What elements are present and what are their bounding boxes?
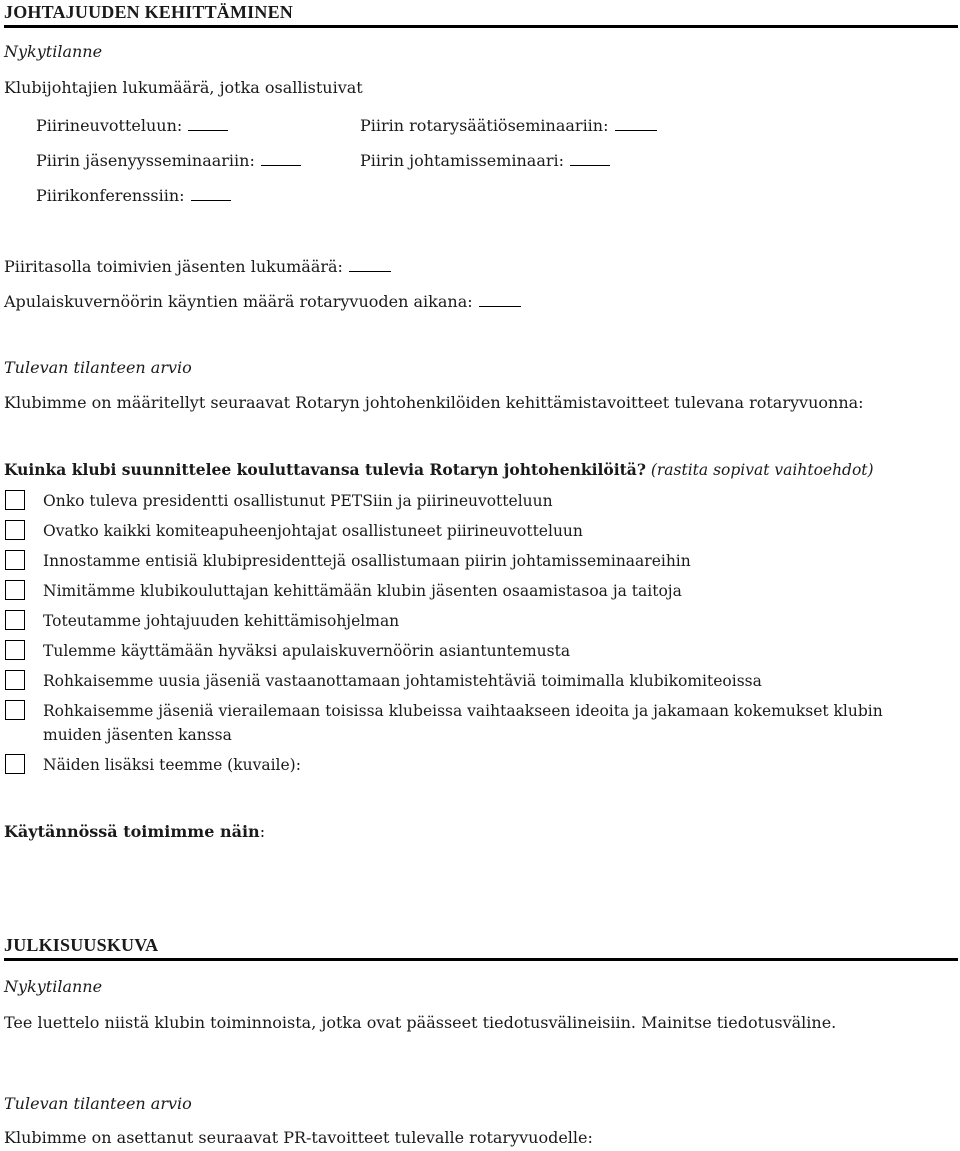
current-situation-heading: Nykytilanne — [4, 42, 103, 61]
option-label: Rohkaisemme jäseniä vierailemaan toisissa klubeissa vaihtaakseen ideoita ja jakamaan kokemukset klubin — [43, 702, 883, 720]
section-divider — [4, 958, 958, 961]
practice-label — [4, 822, 265, 841]
checkbox[interactable] — [5, 670, 25, 690]
future-assessment-heading: Tulevan tilanteen arvio — [4, 1094, 192, 1113]
field-district-training — [36, 116, 228, 135]
practice-label-colon: : — [259, 822, 266, 841]
field-district-membership — [36, 151, 301, 170]
option-label: Tulemme käyttämään hyväksi apulaiskuvernöörin asiantuntemusta — [43, 642, 571, 660]
field-district-conference — [36, 186, 231, 205]
field-district-foundation — [360, 116, 657, 135]
option-label: Ovatko kaikki komiteapuheenjohtajat osallistuneet piirineuvotteluun — [43, 522, 583, 540]
field-label: Piirin jäsenyysseminaariin: — [36, 151, 255, 170]
fill-blank[interactable] — [261, 164, 301, 166]
checkbox[interactable] — [5, 520, 25, 540]
question-text: Kuinka klubi suunnittelee kouluttavansa tulevia Rotaryn johtohenkilöitä? — [4, 460, 646, 479]
media-list-prompt: Tee luettelo niistä klubin toiminnoista, jotka ovat päässeet tiedotusvälineisiin. Mainitse tiedotusväline. — [4, 1013, 837, 1032]
question — [4, 460, 874, 479]
field-label: Piirin johtamisseminaari: — [360, 151, 565, 170]
option-label-continuation: muiden jäsenten kanssa — [43, 726, 232, 744]
field-label: Piiritasolla toimivien jäsenten lukumäärä: — [4, 257, 343, 276]
future-assessment-heading: Tulevan tilanteen arvio — [4, 358, 192, 377]
field-label: Piirin rotarysäätiöseminaariin: — [360, 116, 609, 135]
checkbox[interactable] — [5, 700, 25, 720]
participants-intro: Klubijohtajien lukumäärä, jotka osallistuivat — [4, 78, 363, 97]
current-situation-heading: Nykytilanne — [4, 977, 103, 996]
field-district-leadership — [360, 151, 610, 170]
option-label: Toteutamme johtajuuden kehittämisohjelman — [43, 612, 400, 630]
option-label: Onko tuleva presidentti osallistunut PETSiin ja piirineuvotteluun — [43, 492, 553, 510]
practice-label-text: Käytännössä toimimme näin — [4, 822, 260, 841]
option-label: Innostamme entisiä klubipresidenttejä osallistumaan piirin johtamisseminaareihin — [43, 552, 691, 570]
fill-blank[interactable] — [188, 129, 228, 131]
field-label: Piirikonferenssiin: — [36, 186, 185, 205]
section-title-publicity: JULKISUUSKUVA — [4, 935, 159, 955]
checkbox[interactable] — [5, 754, 25, 774]
checkbox[interactable] — [5, 640, 25, 660]
fill-blank[interactable] — [570, 164, 610, 166]
fill-blank[interactable] — [349, 270, 391, 272]
section-title-leadership: JOHTAJUUDEN KEHITTÄMINEN — [4, 2, 293, 22]
fill-blank[interactable] — [615, 129, 657, 131]
fill-blank[interactable] — [191, 199, 231, 201]
field-label: Apulaiskuvernöörin käyntien määrä rotaryvuoden aikana: — [4, 292, 473, 311]
field-ag-visits — [4, 292, 521, 311]
checkbox[interactable] — [5, 580, 25, 600]
checkbox[interactable] — [5, 490, 25, 510]
checkbox[interactable] — [5, 610, 25, 630]
field-district-level-members — [4, 257, 391, 276]
option-label: Nimitämme klubikouluttajan kehittämään klubin jäsenten osaamistasoa ja taitoja — [43, 582, 682, 600]
goals-statement: Klubimme on määritellyt seuraavat Rotaryn johtohenkilöiden kehittämistavoitteet tulevana rotaryvuonna: — [4, 393, 864, 412]
pr-goals-statement: Klubimme on asettanut seuraavat PR-tavoitteet tulevalle rotaryvuodelle: — [4, 1128, 593, 1147]
option-label: Näiden lisäksi teemme (kuvaile): — [43, 756, 301, 774]
fill-blank[interactable] — [479, 305, 521, 307]
option-label: Rohkaisemme uusia jäseniä vastaanottamaan johtamistehtäviä toimimalla klubikomiteoissa — [43, 672, 762, 690]
question-note: (rastita sopivat vaihtoehdot) — [650, 461, 874, 479]
checkbox[interactable] — [5, 550, 25, 570]
field-label: Piirineuvotteluun: — [36, 116, 183, 135]
section-divider — [4, 25, 958, 28]
